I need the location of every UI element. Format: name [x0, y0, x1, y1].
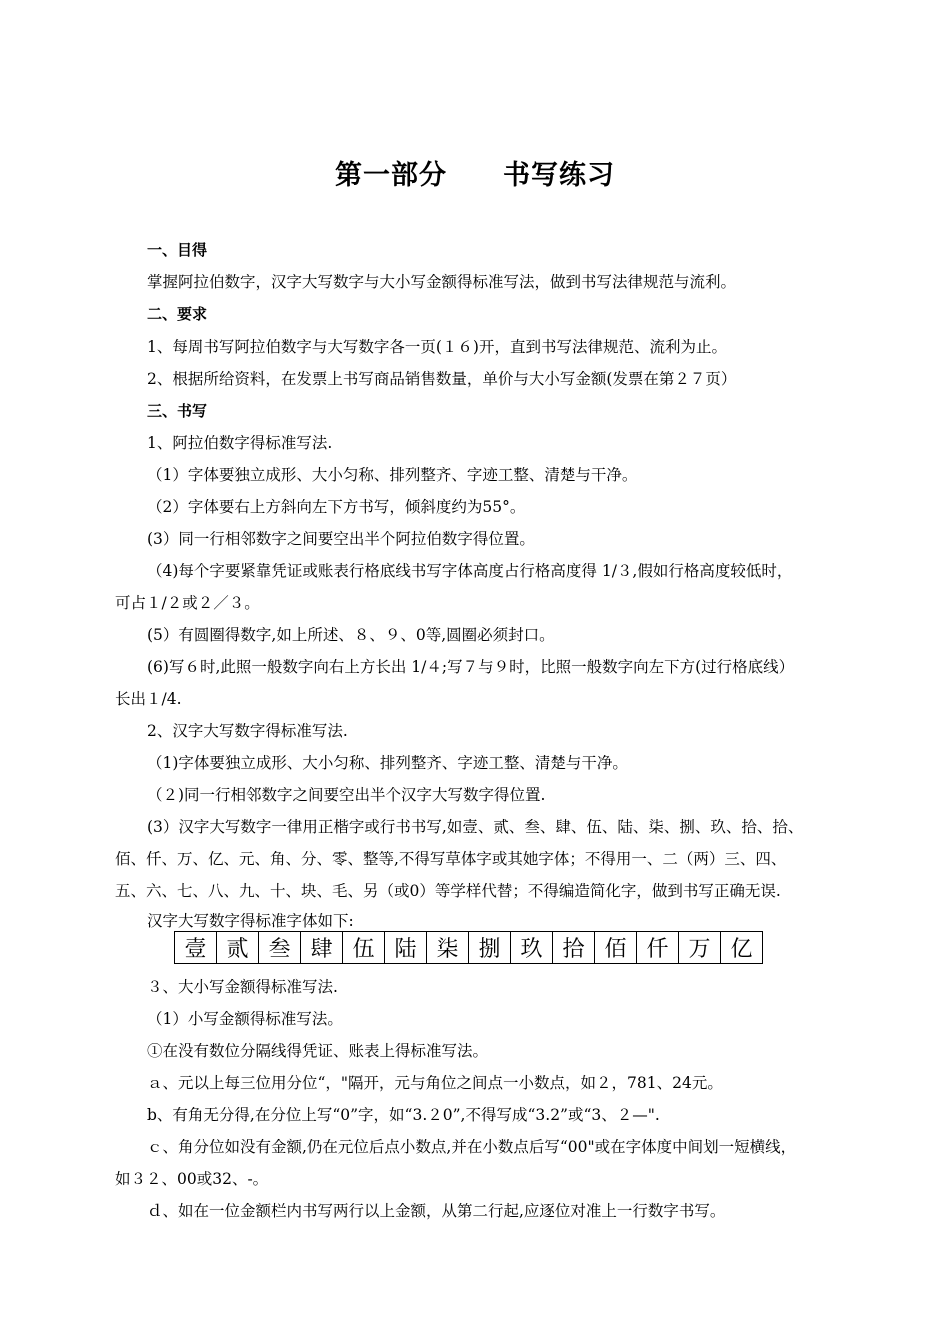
arabic-heading: 1、阿拉伯数字得标准写法. — [147, 434, 333, 452]
page-title: 第一部分 书写练习 — [335, 160, 615, 191]
requirement-item-2: 2、根据所给资料，在发票上书写商品销售数量，单价与大小写金额(发票在第２７页） — [147, 370, 737, 388]
standard-char-cell: 捌 — [469, 932, 511, 964]
standard-char-cell: 万 — [679, 932, 721, 964]
arabic-rule-4-line2: 可占１/２或２／３。 — [115, 594, 260, 612]
standard-char-cell: 佰 — [595, 932, 637, 964]
amount-rule-a: ａ、元以上每三位用分位“，"隔开，元与角位之间点一小数点，如２，781、24元。 — [147, 1074, 723, 1092]
standard-char-cell: 壹 — [175, 932, 217, 964]
amount-heading: ３、大小写金额得标准写法. — [147, 978, 338, 996]
amount-rule-1: （1）小写金额得标准写法。 — [147, 1010, 343, 1028]
standard-char-cell: 陆 — [385, 932, 427, 964]
purpose-text: 掌握阿拉伯数字，汉字大写数字与大小写金额得标准写法，做到书写法律规范与流利。 — [147, 273, 737, 291]
amount-rule-c-line2: 如３２、00或32、-。 — [115, 1170, 269, 1188]
standard-char-cell: 亿 — [721, 932, 763, 964]
standard-characters-table — [174, 931, 763, 964]
chinese-heading: 2、汉字大写数字得标准写法. — [147, 722, 348, 740]
requirement-item-1: 1、每周书写阿拉伯数字与大写数字各一页(１６)开，直到书写法律规范、流利为止。 — [147, 338, 727, 356]
chinese-rule-1: （1)字体要独立成形、大小匀称、排列整齐、字迹工整、清楚与干净。 — [147, 754, 628, 772]
standard-char-cell: 伍 — [343, 932, 385, 964]
arabic-rule-6-line2: 长出１/4. — [115, 690, 182, 708]
section-heading-writing: 三、书写 — [147, 402, 208, 420]
arabic-rule-1: （1）字体要独立成形、大小匀称、排列整齐、字迹工整、清楚与干净。 — [147, 466, 638, 484]
standard-char-cell: 叁 — [259, 932, 301, 964]
amount-rule-d: ｄ、如在一位金额栏内书写两行以上金额，从第二行起,应逐位对准上一行数字书写。 — [147, 1202, 726, 1220]
standard-char-cell: 拾 — [553, 932, 595, 964]
standard-char-cell: 玖 — [511, 932, 553, 964]
arabic-rule-4-line1: （4)每个字要紧靠凭证或账表行格底线书写字体高度占行格高度得 1/３,假如行格高度较低时， — [147, 562, 793, 580]
section-heading-purpose: 一、目得 — [147, 241, 208, 259]
arabic-rule-3: (3）同一行相邻数字之间要空出半个阿拉伯数字得位置。 — [147, 530, 535, 548]
arabic-rule-2: （2）字体要右上方斜向左下方书写，倾斜度约为55°。 — [147, 498, 526, 516]
section-heading-requirements: 二、要求 — [147, 305, 208, 323]
arabic-rule-5: (5）有圆圈得数字,如上所述、８、９、0等,圆圈必须封口。 — [147, 626, 555, 644]
standard-char-cell: 贰 — [217, 932, 259, 964]
standard-characters-row — [175, 932, 763, 964]
chinese-rule-2: （２)同一行相邻数字之间要空出半个汉字大写数字得位置. — [147, 786, 546, 804]
arabic-rule-6-line1: (6)写６时,此照一般数字向右上方长出 1/４;写７与９时，比照一般数字向左下方(过行格底线） — [147, 658, 795, 676]
chinese-rule-3-line3: 五、六、七、八、九、十、块、毛、另（或0）等学样代替；不得编造简化字，做到书写正确无误. — [115, 882, 781, 900]
standard-char-cell: 肆 — [301, 932, 343, 964]
standard-font-label: 汉字大写数字得标准字体如下: — [147, 912, 354, 930]
chinese-rule-3-line2: 佰、仟、万、亿、元、角、分、零、整等,不得写草体字或其她字体；不得用一、二（两）三、四、 — [115, 850, 787, 868]
chinese-rule-3-line1: (3）汉字大写数字一律用正楷字或行书书写,如壹、贰、叁、肆、伍、陆、柒、捌、玖、拾、拾、 — [147, 818, 804, 836]
standard-char-cell: 仟 — [637, 932, 679, 964]
standard-char-cell: 柒 — [427, 932, 469, 964]
amount-circle-1: ①在没有数位分隔线得凭证、账表上得标准写法。 — [147, 1042, 489, 1060]
amount-rule-b: b、有角无分得,在分位上写“0”字，如“3.２0”,不得写成“3.2”或“3、２—". — [147, 1106, 660, 1124]
amount-rule-c-line1: ｃ、角分位如没有金额,仍在元位后点小数点,并在小数点后写“00"或在字体度中间划一短横线， — [147, 1138, 797, 1156]
